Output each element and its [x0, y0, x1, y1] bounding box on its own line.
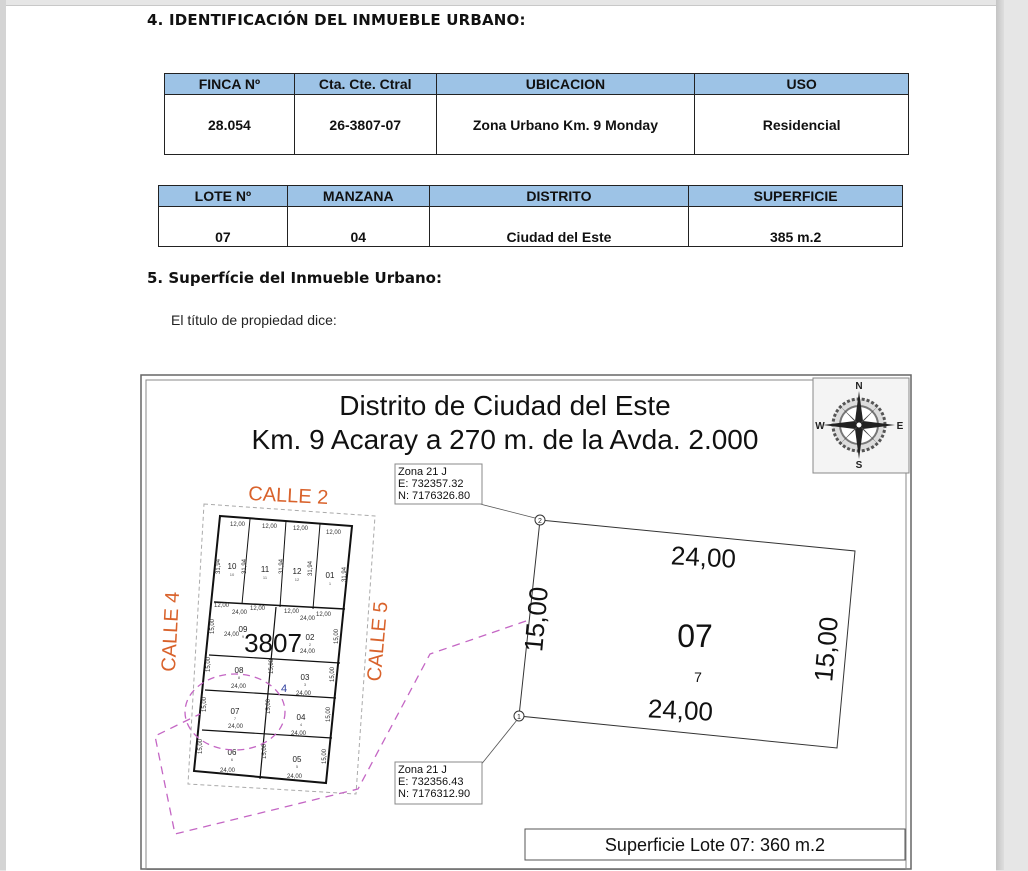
section-4-heading: 4. IDENTIFICACIÓN DEL INMUEBLE URBANO:: [147, 11, 526, 29]
lot-07-label: 07: [230, 707, 240, 716]
dim-lot12-top: 12,00: [293, 526, 309, 532]
lot-04-label: 04: [296, 713, 306, 722]
cell-ubicacion: Zona Urbano Km. 9 Monday: [436, 95, 695, 155]
dim-lot04-bottom: 24,00: [291, 731, 307, 737]
dim-lot11-right: 31,94: [279, 558, 285, 574]
compass-n: N: [855, 381, 863, 392]
lot-11-label: 11: [260, 565, 270, 574]
street-calle-4: CALLE 4: [157, 591, 185, 673]
point-1-northing: N: 7176312.90: [398, 788, 471, 800]
lot-02-sub: 2: [308, 642, 312, 647]
lot-06-label: 06: [227, 748, 237, 757]
lot-04-sub: 4: [299, 722, 303, 727]
lot-07-top-dim: 24,00: [670, 540, 737, 574]
compass-e: E: [896, 421, 904, 432]
lot-03-sub: 3: [303, 682, 307, 687]
dim-lot09-left: 15,00: [210, 618, 216, 634]
dim-lot12-right: 31,94: [308, 560, 314, 576]
dim-lot06-bottom: 24,00: [220, 768, 236, 774]
area-label: Superficie Lote 07: 360 m.2: [604, 835, 826, 855]
block-number: 3807: [244, 628, 302, 658]
lot-10-label: 10: [227, 562, 237, 571]
dim-lot08-left: 15,00: [206, 656, 212, 672]
dim-lot09-top: 24,00: [232, 610, 248, 616]
lot-07-sub: 7: [233, 716, 237, 721]
dim-lot05-left: 15,00: [262, 743, 268, 759]
lot-08-sub: 8: [237, 675, 241, 680]
dim-lot10-top: 12,00: [230, 522, 246, 528]
dim-lot02-top: 24,00: [300, 616, 316, 622]
lot-10-sub: 10: [229, 572, 235, 577]
lot-02-label: 02: [305, 633, 315, 642]
point-2-zone: Zona 21 J: [398, 466, 447, 478]
plan-title-line1: Distrito de Ciudad del Este: [339, 390, 671, 421]
dim-lot10-bottom: 12,00: [214, 603, 230, 609]
lot-01-label: 01: [325, 571, 335, 580]
header-distrito: DISTRITO: [429, 186, 689, 207]
section-5-heading: 5. Superfície del Inmueble Urbano:: [147, 269, 442, 287]
header-lote: LOTE Nº: [159, 186, 288, 207]
street-calle-2: CALLE 2: [247, 482, 329, 510]
cell-finca: 28.054: [165, 95, 295, 155]
cell-uso: Residencial: [695, 95, 909, 155]
lot-06-sub: 6: [230, 757, 234, 762]
lot-09-sub: 9: [241, 634, 245, 639]
cell-lote: 07: [159, 207, 288, 247]
dim-lot03-right: 15,00: [330, 666, 336, 682]
dim-lot01-top: 12,00: [326, 530, 342, 536]
cell-superficie: 385 m.2: [689, 207, 903, 247]
lot-11-sub: 11: [262, 575, 268, 580]
dim-lot11-bottom: 12,00: [250, 606, 266, 612]
dim-lot12-bottom: 12,00: [284, 609, 300, 615]
point-2-label: 2: [538, 518, 542, 525]
dim-lot02-right: 15,00: [334, 628, 340, 644]
street-calle-5: CALLE 5: [363, 600, 393, 683]
lot-07-bottom-dim: 24,00: [647, 693, 714, 727]
dim-lot02-bottom: 24,00: [300, 649, 316, 655]
lot-01-sub: 1: [328, 581, 332, 586]
dim-lot01-right: 31,94: [342, 566, 348, 582]
cell-cta-cte: 26-3807-07: [294, 95, 436, 155]
property-table: [164, 73, 909, 155]
dim-lot04-right: 15,00: [326, 706, 332, 722]
lot-table: [158, 185, 903, 247]
lot-12-label: 12: [292, 567, 302, 576]
header-superficie: SUPERFICIE: [689, 186, 903, 207]
table-header-row: [165, 74, 909, 95]
header-uso: USO: [695, 74, 909, 95]
point-1-zone: Zona 21 J: [398, 764, 447, 776]
dim-lot05-right: 15,00: [322, 748, 328, 764]
dim-lot07-bottom: 24,00: [228, 724, 244, 730]
survey-plan: [140, 374, 912, 870]
table-header-row: [159, 186, 903, 207]
dim-lot03-left: 15,00: [269, 658, 275, 674]
header-finca: FINCA Nº: [165, 74, 295, 95]
lot-08-label: 08: [234, 666, 244, 675]
lot-07-subnumber: 7: [694, 669, 702, 685]
compass-w: W: [815, 421, 825, 432]
header-ubicacion: UBICACION: [436, 74, 695, 95]
cell-manzana: 04: [287, 207, 429, 247]
dim-lot10-right: 31,94: [242, 558, 248, 574]
lot-07-left-dim: 15,00: [518, 585, 554, 653]
dim-lot10-left: 31,94: [216, 558, 222, 574]
dim-lot07-left: 15,00: [202, 696, 208, 712]
cell-distrito: Ciudad del Este: [429, 207, 689, 247]
lot-05-label: 05: [292, 755, 302, 764]
table-row: [159, 207, 903, 247]
plan-title-line2: Km. 9 Acaray a 270 m. de la Avda. 2.000: [251, 424, 759, 455]
dim-lot09-bottom: 24,00: [224, 632, 240, 638]
viewer-scroll-area[interactable]: [996, 0, 1004, 870]
dim-lot11-top: 12,00: [262, 524, 278, 530]
lot-07-number: 07: [677, 618, 713, 654]
compass-s: S: [855, 460, 863, 471]
dim-lot08-bottom: 24,00: [231, 684, 247, 690]
dim-lot04-left: 15,00: [266, 698, 272, 714]
lot-12-sub: 12: [294, 577, 300, 582]
dim-lot03-bottom: 24,00: [296, 691, 312, 697]
point-1-easting: E: 732356.43: [398, 776, 464, 788]
lot-07-right-dim: 15,00: [808, 615, 844, 683]
compass-rose-icon: [813, 378, 909, 473]
point-2-easting: E: 732357.32: [398, 478, 464, 490]
point-1-label: 1: [517, 714, 521, 721]
lot-09-label: 09: [238, 625, 248, 634]
dim-lot06-left: 15,00: [198, 738, 204, 754]
lot-03-label: 03: [300, 673, 310, 682]
table-row: [165, 95, 909, 155]
manzana-number: 4: [280, 683, 288, 695]
lot-05-sub: 5: [295, 764, 299, 769]
dim-lot01-bottom: 12,00: [316, 612, 332, 618]
dim-lot05-bottom: 24,00: [287, 774, 303, 780]
point-2-northing: N: 7176326.80: [398, 490, 471, 502]
title-deed-text: El título de propiedad dice:: [171, 312, 337, 328]
header-cta-cte: Cta. Cte. Ctral: [294, 74, 436, 95]
header-manzana: MANZANA: [287, 186, 429, 207]
